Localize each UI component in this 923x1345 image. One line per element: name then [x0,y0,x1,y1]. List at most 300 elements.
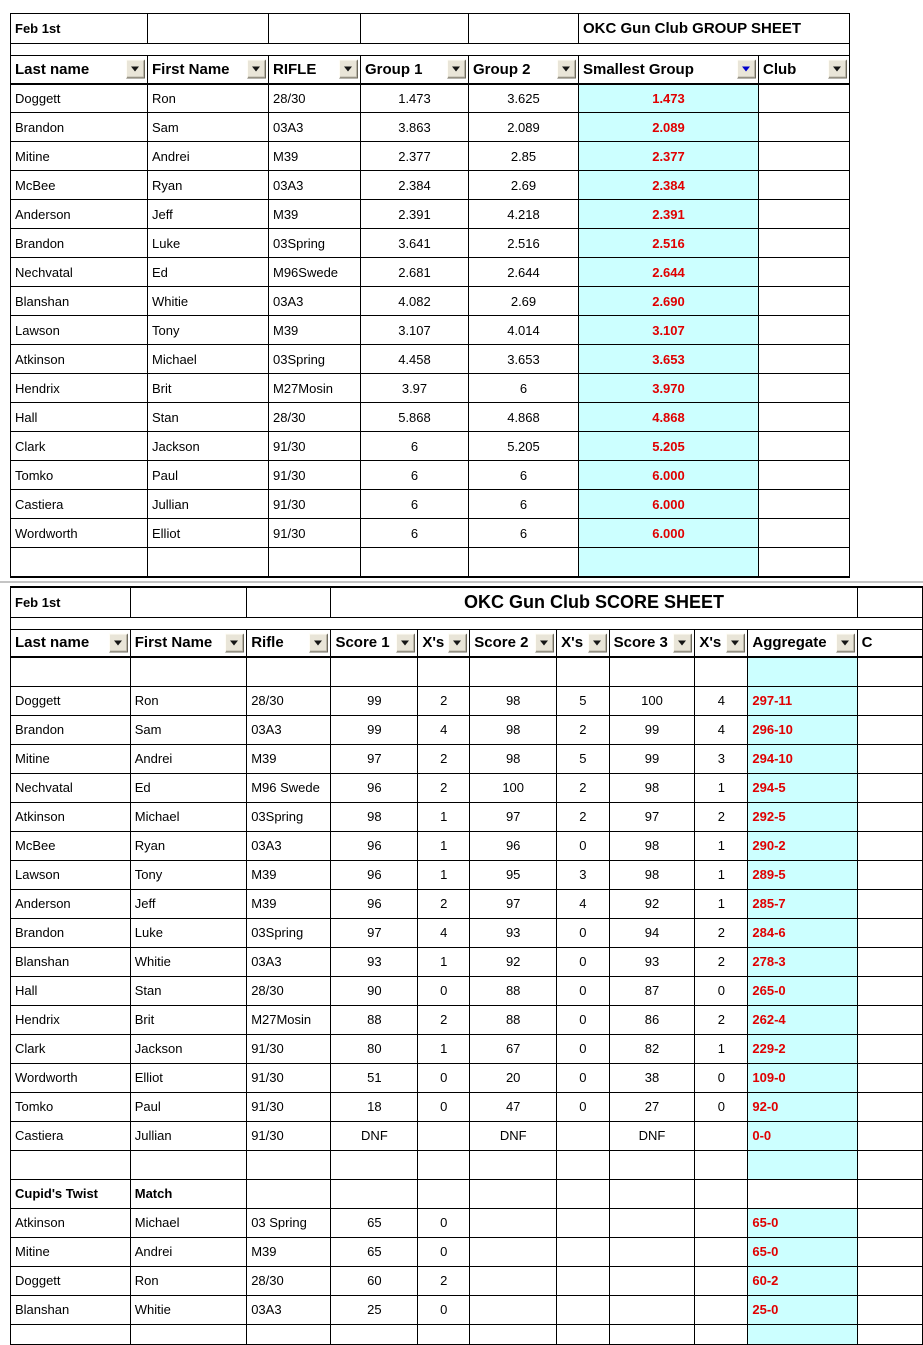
cell[interactable]: Whitie [130,1295,246,1324]
cell[interactable]: Atkinson [11,345,148,374]
cell[interactable] [748,1179,857,1208]
cell[interactable]: 297-11 [748,686,857,715]
cell[interactable]: 5.205 [469,432,579,461]
cell[interactable]: Tomko [11,461,148,490]
cell[interactable]: 03A3 [247,715,331,744]
cell[interactable]: 2.681 [361,258,469,287]
cell[interactable]: 1 [695,889,748,918]
cell[interactable]: 294-5 [748,773,857,802]
cell[interactable]: 2 [418,889,470,918]
autofilter-button[interactable] [339,60,358,79]
cell[interactable]: Paul [130,1092,246,1121]
cell[interactable]: 91/30 [269,490,361,519]
cell[interactable]: 3.625 [469,84,579,113]
cell[interactable]: 03A3 [269,171,361,200]
cell[interactable]: Hendrix [11,1005,131,1034]
cell[interactable]: 1.473 [579,84,759,113]
cell[interactable]: Brandon [11,918,131,947]
autofilter-button[interactable] [109,633,128,652]
column-header-rifle[interactable] [247,629,331,657]
cell[interactable] [557,1208,609,1237]
column-header-last-name[interactable] [11,629,131,657]
cell[interactable]: DNF [331,1121,418,1150]
cell[interactable] [557,1179,609,1208]
cell[interactable]: 262-4 [748,1005,857,1034]
cell[interactable]: 0 [695,1092,748,1121]
cell[interactable]: 2 [557,802,609,831]
cell[interactable] [418,1324,470,1344]
cell[interactable]: 03Spring [247,802,331,831]
autofilter-button[interactable] [225,633,244,652]
cell[interactable] [609,1150,695,1179]
cell[interactable]: Jullian [148,490,269,519]
cell[interactable]: Mitine [11,1237,131,1266]
cell[interactable]: 0 [557,918,609,947]
cell[interactable]: Brandon [11,113,148,142]
cell[interactable]: 20 [470,1063,557,1092]
column-header-last-name[interactable] [11,56,148,84]
cell[interactable]: 292-5 [748,802,857,831]
cell[interactable] [470,1150,557,1179]
cell[interactable]: 2 [418,773,470,802]
cell[interactable]: 65 [331,1237,418,1266]
cell[interactable]: 86 [609,1005,695,1034]
cell[interactable]: 03A3 [269,113,361,142]
cell[interactable]: Clark [11,1034,131,1063]
cell[interactable] [857,1324,922,1344]
cell[interactable]: 284-6 [748,918,857,947]
cell[interactable]: 93 [331,947,418,976]
cell[interactable]: 5 [557,744,609,773]
cell[interactable] [470,657,557,686]
cell[interactable]: 5.205 [579,432,759,461]
cell[interactable]: 91/30 [247,1121,331,1150]
autofilter-button[interactable] [535,633,554,652]
cell[interactable]: M39 [247,889,331,918]
autofilter-button[interactable] [836,633,855,652]
cell[interactable]: 82 [609,1034,695,1063]
cell[interactable]: Atkinson [11,802,131,831]
cell[interactable] [857,1150,922,1179]
cell[interactable]: 03Spring [247,918,331,947]
cell[interactable]: 0 [418,1208,470,1237]
cell[interactable]: Anderson [11,200,148,229]
cell[interactable]: Hall [11,976,131,1005]
cell[interactable]: Jeff [130,889,246,918]
cell[interactable]: Tony [148,316,269,345]
cell[interactable]: 3.641 [361,229,469,258]
cell[interactable]: 97 [470,889,557,918]
cell[interactable]: 4.458 [361,345,469,374]
cell[interactable] [857,1179,922,1208]
cell[interactable]: Brandon [11,715,131,744]
section-subtitle-cell[interactable]: Match [130,1179,246,1208]
cell[interactable] [759,403,850,432]
cell[interactable] [695,1295,748,1324]
cell[interactable] [247,587,331,617]
cell[interactable]: 2.644 [579,258,759,287]
cell[interactable] [857,1121,922,1150]
cell[interactable] [609,1208,695,1237]
cell[interactable] [759,287,850,316]
cell[interactable] [759,519,850,548]
cell[interactable]: 4.868 [579,403,759,432]
cell[interactable]: Jullian [130,1121,246,1150]
cell[interactable] [361,14,469,44]
cell[interactable]: Nechvatal [11,773,131,802]
cell[interactable]: Wordworth [11,519,148,548]
autofilter-button[interactable] [828,60,847,79]
cell[interactable]: 99 [609,715,695,744]
cell[interactable]: Atkinson [11,1208,131,1237]
cell[interactable]: 03Spring [269,345,361,374]
cell[interactable]: 1 [695,1034,748,1063]
cell[interactable]: Andrei [130,744,246,773]
cell[interactable]: 51 [331,1063,418,1092]
cell[interactable]: 3.107 [579,316,759,345]
cell[interactable]: Brandon [11,229,148,258]
cell[interactable] [470,1237,557,1266]
autofilter-button[interactable] [673,633,692,652]
cell[interactable] [609,657,695,686]
column-header-score-3[interactable] [609,629,695,657]
cell[interactable] [857,657,922,686]
cell[interactable]: Hendrix [11,374,148,403]
cell[interactable]: 97 [331,744,418,773]
cell[interactable] [247,1179,331,1208]
cell[interactable] [331,1150,418,1179]
cell[interactable]: 3.863 [361,113,469,142]
cell[interactable]: 6.000 [579,519,759,548]
cell[interactable]: 1 [418,802,470,831]
autofilter-button[interactable] [557,60,576,79]
cell[interactable]: 2 [695,802,748,831]
cell[interactable] [418,1179,470,1208]
cell[interactable]: 0 [557,1034,609,1063]
cell[interactable]: 27 [609,1092,695,1121]
cell[interactable] [857,1295,922,1324]
column-header-rifle[interactable] [269,56,361,84]
cell[interactable] [759,142,850,171]
cell[interactable]: 4.014 [469,316,579,345]
column-header-x-s[interactable] [695,629,748,657]
date-cell[interactable]: Feb 1st [11,14,148,44]
cell[interactable]: 0 [557,947,609,976]
cell[interactable]: 290-2 [748,831,857,860]
cell[interactable]: Elliot [148,519,269,548]
cell[interactable]: Brit [148,374,269,403]
cell[interactable]: 98 [470,686,557,715]
cell[interactable]: 03Spring [269,229,361,258]
cell[interactable] [759,200,850,229]
cell[interactable]: Wordworth [11,1063,131,1092]
cell[interactable] [857,1092,922,1121]
cell[interactable]: 6 [469,374,579,403]
cell[interactable] [470,1266,557,1295]
cell[interactable] [11,1324,131,1344]
cell[interactable]: 2.089 [579,113,759,142]
cell[interactable] [470,1324,557,1344]
cell[interactable]: 28/30 [247,1266,331,1295]
cell[interactable] [857,918,922,947]
cell[interactable]: 65 [331,1208,418,1237]
cell[interactable]: Castiera [11,490,148,519]
cell[interactable] [857,1063,922,1092]
cell[interactable]: 0 [418,1063,470,1092]
cell[interactable]: 3.107 [361,316,469,345]
cell[interactable]: 88 [331,1005,418,1034]
cell[interactable]: 18 [331,1092,418,1121]
cell[interactable] [759,345,850,374]
cell[interactable]: 285-7 [748,889,857,918]
cell[interactable]: 92 [470,947,557,976]
autofilter-button[interactable] [447,60,466,79]
cell[interactable]: 0 [557,976,609,1005]
cell[interactable]: Mitine [11,142,148,171]
cell[interactable]: 4.082 [361,287,469,316]
cell[interactable] [130,1324,246,1344]
cell[interactable]: 6 [361,490,469,519]
cell[interactable]: 2.089 [469,113,579,142]
date-cell[interactable]: Feb 1st [11,587,131,617]
cell[interactable] [857,686,922,715]
cell[interactable]: M39 [269,142,361,171]
cell[interactable]: 2.85 [469,142,579,171]
cell[interactable]: 6 [361,432,469,461]
column-header-first-name[interactable] [130,629,246,657]
cell[interactable]: 6 [361,519,469,548]
autofilter-button[interactable] [396,633,415,652]
cell[interactable]: Blanshan [11,947,131,976]
column-header-c[interactable] [857,629,922,657]
cell[interactable]: Andrei [148,142,269,171]
cell[interactable]: 2 [418,1005,470,1034]
cell[interactable] [469,14,579,44]
cell[interactable]: 4.218 [469,200,579,229]
cell[interactable] [759,113,850,142]
cell[interactable]: 278-3 [748,947,857,976]
cell[interactable]: Lawson [11,316,148,345]
cell[interactable] [857,947,922,976]
cell[interactable]: 6.000 [579,490,759,519]
cell[interactable]: Anderson [11,889,131,918]
cell[interactable]: 03A3 [247,947,331,976]
cell[interactable] [148,548,269,577]
cell[interactable]: 99 [609,744,695,773]
cell[interactable]: 60-2 [748,1266,857,1295]
cell[interactable]: Blanshan [11,1295,131,1324]
cell[interactable]: 96 [331,773,418,802]
cell[interactable]: Doggett [11,686,131,715]
cell[interactable]: 91/30 [247,1034,331,1063]
cell[interactable]: 98 [609,773,695,802]
cell[interactable]: 98 [609,831,695,860]
cell[interactable] [759,490,850,519]
cell[interactable] [748,657,857,686]
cell[interactable] [269,548,361,577]
section-title-cell[interactable]: Cupid's Twist [11,1179,131,1208]
column-header-group-2[interactable] [469,56,579,84]
cell[interactable] [759,84,850,113]
cell[interactable]: 1 [418,831,470,860]
autofilter-button[interactable] [126,60,145,79]
cell[interactable] [759,548,850,577]
cell[interactable]: 92-0 [748,1092,857,1121]
cell[interactable]: 0 [418,1092,470,1121]
cell[interactable] [609,1237,695,1266]
cell[interactable]: 91/30 [269,519,361,548]
cell[interactable] [470,1295,557,1324]
column-header-first-name[interactable] [148,56,269,84]
cell[interactable] [130,587,246,617]
cell[interactable]: 6 [469,461,579,490]
cell[interactable]: 2.516 [579,229,759,258]
cell[interactable] [247,1150,331,1179]
cell[interactable] [857,976,922,1005]
cell[interactable]: 5.868 [361,403,469,432]
cell[interactable]: 2 [695,918,748,947]
cell[interactable]: McBee [11,831,131,860]
cell[interactable]: Luke [130,918,246,947]
cell[interactable]: 91/30 [247,1063,331,1092]
cell[interactable]: 97 [331,918,418,947]
cell[interactable]: 0 [418,1295,470,1324]
cell[interactable]: 2.690 [579,287,759,316]
score-sheet-title[interactable]: OKC Gun Club SCORE SHEET [331,587,857,617]
cell[interactable] [609,1266,695,1295]
cell[interactable] [695,1150,748,1179]
cell[interactable]: 96 [331,860,418,889]
cell[interactable]: Ron [130,1266,246,1295]
cell[interactable]: Blanshan [11,287,148,316]
cell[interactable] [557,1266,609,1295]
cell[interactable]: M39 [247,860,331,889]
column-header-aggregate[interactable] [748,629,857,657]
cell[interactable] [759,461,850,490]
cell[interactable] [11,548,148,577]
cell[interactable] [857,1034,922,1063]
cell[interactable] [759,374,850,403]
cell[interactable]: 6 [469,519,579,548]
cell[interactable]: 2 [418,686,470,715]
cell[interactable] [857,773,922,802]
cell[interactable]: 1 [418,947,470,976]
cell[interactable] [695,1266,748,1295]
cell[interactable]: 229-2 [748,1034,857,1063]
cell[interactable]: M27Mosin [269,374,361,403]
cell[interactable]: Andrei [130,1237,246,1266]
cell[interactable]: 96 [331,831,418,860]
cell[interactable]: 3 [557,860,609,889]
cell[interactable]: 4 [695,686,748,715]
cell[interactable]: 1 [695,831,748,860]
cell[interactable] [557,1237,609,1266]
cell[interactable]: Jackson [130,1034,246,1063]
cell[interactable]: DNF [609,1121,695,1150]
cell[interactable]: 80 [331,1034,418,1063]
autofilter-button[interactable] [448,633,467,652]
cell[interactable]: 3 [695,744,748,773]
cell[interactable]: 60 [331,1266,418,1295]
cell[interactable]: 2 [418,1266,470,1295]
cell[interactable]: M96 Swede [247,773,331,802]
column-header-group-1[interactable] [361,56,469,84]
cell[interactable] [695,1237,748,1266]
cell[interactable]: Michael [130,1208,246,1237]
cell[interactable] [857,1237,922,1266]
cell[interactable]: 93 [609,947,695,976]
cell[interactable] [557,1295,609,1324]
cell[interactable]: Tomko [11,1092,131,1121]
cell[interactable] [557,1324,609,1344]
cell[interactable]: 28/30 [247,686,331,715]
cell[interactable]: Jackson [148,432,269,461]
cell[interactable]: 99 [331,686,418,715]
cell[interactable] [759,171,850,200]
cell[interactable]: Sam [130,715,246,744]
cell[interactable] [269,14,361,44]
cell[interactable]: 3.970 [579,374,759,403]
cell[interactable] [247,657,331,686]
cell[interactable] [759,316,850,345]
cell[interactable]: 2 [695,1005,748,1034]
cell[interactable] [469,548,579,577]
cell[interactable] [857,802,922,831]
cell[interactable] [857,587,922,617]
cell[interactable]: 2 [695,947,748,976]
cell[interactable]: Brit [130,1005,246,1034]
autofilter-button[interactable] [726,633,745,652]
cell[interactable]: 03A3 [247,1295,331,1324]
group-sheet-title[interactable]: OKC Gun Club GROUP SHEET [579,14,850,44]
cell[interactable]: DNF [470,1121,557,1150]
cell[interactable]: 91/30 [269,432,361,461]
cell[interactable]: 90 [331,976,418,1005]
cell[interactable]: 25 [331,1295,418,1324]
cell[interactable]: 88 [470,1005,557,1034]
cell[interactable]: Michael [148,345,269,374]
cell[interactable] [130,1150,246,1179]
cell[interactable]: 98 [470,744,557,773]
cell[interactable] [470,1208,557,1237]
cell[interactable]: 92 [609,889,695,918]
cell[interactable]: 0-0 [748,1121,857,1150]
cell[interactable]: 2.516 [469,229,579,258]
cell[interactable]: 28/30 [247,976,331,1005]
cell[interactable]: 2 [557,715,609,744]
cell[interactable]: 2 [557,773,609,802]
cell[interactable] [857,889,922,918]
cell[interactable]: 28/30 [269,84,361,113]
cell[interactable]: 0 [695,976,748,1005]
cell[interactable] [609,1295,695,1324]
cell[interactable]: 96 [470,831,557,860]
cell[interactable]: M96Swede [269,258,361,287]
cell[interactable]: 98 [331,802,418,831]
cell[interactable] [695,1324,748,1344]
cell[interactable]: Lawson [11,860,131,889]
cell[interactable] [759,229,850,258]
cell[interactable]: Stan [148,403,269,432]
column-header-score-1[interactable] [331,629,418,657]
cell[interactable] [579,548,759,577]
cell[interactable] [857,715,922,744]
cell[interactable]: Whitie [130,947,246,976]
cell[interactable]: 2.644 [469,258,579,287]
cell[interactable]: 3.653 [469,345,579,374]
autofilter-button[interactable] [588,633,607,652]
cell[interactable]: 3.97 [361,374,469,403]
